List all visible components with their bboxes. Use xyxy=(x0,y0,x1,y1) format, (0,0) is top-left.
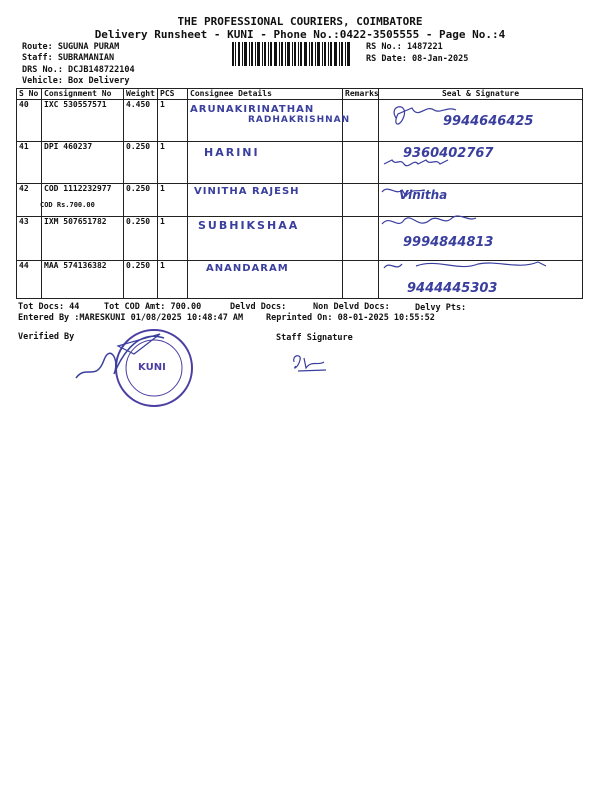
signature-scribbles xyxy=(378,100,578,290)
cell-consignment: IXM 507651782 xyxy=(42,217,124,261)
consignee-name: ANANDARAM xyxy=(206,263,289,274)
cell-weight: 0.250 xyxy=(124,217,158,261)
signature-phone: 9994844813 xyxy=(403,235,494,250)
stamp-text: KUNI xyxy=(138,362,166,373)
col-header-signature: Seal & Signature xyxy=(379,89,583,100)
signature-text: Vinitha xyxy=(399,188,448,202)
cell-sno: 42 xyxy=(17,184,42,217)
cell-weight: 0.250 xyxy=(124,184,158,217)
col-header-weight: Weight xyxy=(124,89,158,100)
reprinted-on: Reprinted On: 08-01-2025 10:55:52 xyxy=(266,313,435,323)
cell-pcs: 1 xyxy=(158,217,188,261)
rs-number: RS No.: 1487221 xyxy=(366,42,443,52)
total-cod-amount: Tot COD Amt: 700.00 xyxy=(104,302,202,312)
delivered-docs: Delvd Docs: xyxy=(230,302,287,312)
staff-signature-label: Staff Signature xyxy=(276,333,353,343)
col-header-consignment: Consignment No xyxy=(42,89,124,100)
route: Route: SUGUNA PURAM xyxy=(22,42,120,52)
barcode xyxy=(232,42,350,66)
cell-consignment xyxy=(42,184,124,217)
cell-pcs: 1 xyxy=(158,184,188,217)
cell-sno: 44 xyxy=(17,261,42,299)
consignee-name: SUBHIKSHAA xyxy=(198,219,300,232)
non-delivered-docs: Non Delvd Docs: xyxy=(313,302,390,312)
entered-by: Entered By :MARESKUNI 01/08/2025 10:48:47 AM xyxy=(18,313,244,323)
consignee-name-line2: RADHAKRISHNAN xyxy=(248,115,351,125)
cell-remarks xyxy=(343,142,379,184)
cell-consignee xyxy=(188,184,343,217)
col-header-pcs: PCS xyxy=(158,89,188,100)
cell-pcs: 1 xyxy=(158,100,188,142)
cell-consignee xyxy=(188,142,343,184)
cell-consignment: DPI 460237 xyxy=(42,142,124,184)
cell-consignee xyxy=(188,100,351,142)
consignee-name: ARUNAKIRINATHAN xyxy=(190,104,315,115)
total-docs: Tot Docs: 44 xyxy=(18,302,80,312)
table-header-row xyxy=(17,89,583,100)
cell-pcs: 1 xyxy=(158,261,188,299)
vehicle: Vehicle: Box Delivery xyxy=(22,76,130,86)
cell-consignee xyxy=(188,261,343,299)
cell-remarks xyxy=(343,217,379,261)
cell-remarks xyxy=(343,184,379,217)
signature-phone: 9444445303 xyxy=(407,281,498,296)
cell-remarks xyxy=(343,261,379,299)
cell-sno: 40 xyxy=(17,100,42,142)
staff-signature-scribble xyxy=(290,352,330,374)
cell-sno: 43 xyxy=(17,217,42,261)
runsheet-subtitle: Delivery Runsheet - KUNI - Phone No.:0422-3505555 - Page No.:4 xyxy=(94,28,506,41)
signature-phone: 9360402767 xyxy=(403,146,494,161)
col-header-consignee: Consignee Details xyxy=(188,89,343,100)
signature-phone: 9944646425 xyxy=(443,114,534,129)
cell-pcs: 1 xyxy=(158,142,188,184)
verified-by-label: Verified By xyxy=(18,332,75,342)
cell-weight: 0.250 xyxy=(124,142,158,184)
cod-amount: COD Rs.700.00 xyxy=(40,201,95,209)
cell-weight: 0.250 xyxy=(124,261,158,299)
cell-weight: 4.450 xyxy=(124,100,158,142)
consignee-name: HARINI xyxy=(204,146,260,159)
delivery-points: Delvy Pts: xyxy=(415,303,467,313)
consignment-number: COD 1112232977 xyxy=(44,184,112,193)
cell-consignee xyxy=(188,217,343,261)
col-header-remarks: Remarks xyxy=(343,89,379,100)
company-title: THE PROFESSIONAL COURIERS, COIMBATORE xyxy=(177,15,423,28)
drs-number: DRS No.: DCJB148722104 xyxy=(22,65,135,75)
rs-date: RS Date: 08-Jan-2025 xyxy=(366,54,469,64)
staff: Staff: SUBRAMANIAN xyxy=(22,53,115,63)
cell-sno: 41 xyxy=(17,142,42,184)
cell-consignment: IXC 530557571 xyxy=(42,100,124,142)
cell-consignment: MAA 574136382 xyxy=(42,261,124,299)
col-header-sno: S No xyxy=(17,89,42,100)
consignee-name: VINITHA RAJESH xyxy=(194,186,300,197)
